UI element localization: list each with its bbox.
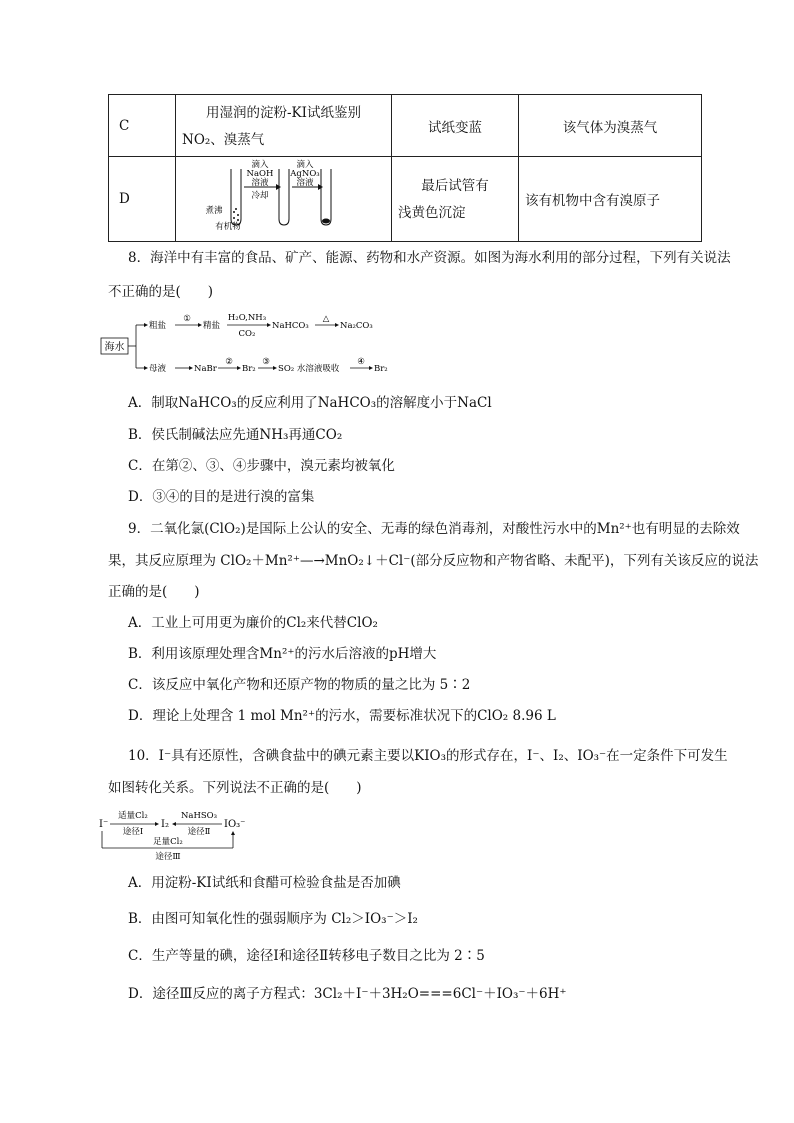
- step1-mark: ①: [183, 314, 191, 324]
- options-table: [108, 94, 702, 242]
- operation-cell: [176, 95, 392, 157]
- q8-stem-line2: 不正确的是( ): [108, 284, 214, 300]
- experiment-diagram-cell: [176, 157, 392, 242]
- phenomenon-cell: 试纸变蓝: [392, 95, 519, 157]
- q10-option-d: D．途径Ⅲ反应的离子方程式：3Cl₂＋I⁻＋3H₂O===6Cl⁻＋IO₃⁻＋6H⁺: [128, 986, 567, 1002]
- conclusion-cell: 该气体为溴蒸气: [519, 95, 702, 157]
- q9-stem-line3: 正确的是( ): [108, 584, 200, 600]
- step2-label-3: 溶液: [296, 178, 314, 188]
- row-label: D: [109, 157, 176, 242]
- q10-option-b: B．由图可知氧化性的强弱顺序为 Cl₂＞IO₃⁻＞I₂: [128, 911, 418, 927]
- q8-option-c: C．在第②、③、④步骤中，溴元素均被氧化: [128, 458, 395, 474]
- iodine-label: I₂: [161, 819, 169, 830]
- q9-stem-line1: 9．二氧化氯(ClO₂)是国际上公认的安全、无毒的绿色消毒剂，对酸性污水中的Mn²⁺也有明显的去除效: [128, 521, 740, 537]
- q8-option-d: D．③④的目的是进行溴的富集: [128, 489, 315, 505]
- table-row: [109, 95, 702, 157]
- reagent-top-mark: H₂O,NH₃: [227, 313, 267, 323]
- crude-salt-label: 粗盐: [149, 321, 167, 331]
- iodate-label: IO₃⁻: [224, 819, 246, 830]
- route3-name: 途径Ⅲ: [155, 852, 181, 862]
- heat-mark: △: [322, 314, 330, 324]
- seawater-label: 海水: [104, 342, 125, 353]
- phenomenon-line1: 最后试管有: [421, 178, 489, 194]
- q10-stem-line1: 10．I⁻具有还原性，含碘食盐中的碘元素主要以KIO₃的形式存在，I⁻、I₂、IO₃⁻在一定条件下可发生: [128, 748, 728, 764]
- reagent-bottom-mark: CO₂: [238, 329, 256, 339]
- step3-mark: ③: [262, 357, 270, 367]
- step1-label-2: NaOH: [246, 169, 274, 179]
- mother-liquor-label: 母液: [149, 364, 167, 374]
- br2-label-1: Br₂: [242, 364, 256, 374]
- q10-option-a: A．用淀粉-KI试纸和食醋可检验食盐是否加碘: [128, 875, 401, 891]
- step1-label-1: 滴入: [251, 160, 269, 170]
- na2co3-label: Na₂CO₃: [340, 321, 373, 331]
- so2-absorb-label: SO₂ 水溶液吸收: [278, 364, 340, 374]
- q10-stem-line2: 如图转化关系。下列说法不正确的是( ): [108, 780, 362, 796]
- step2-label-1: 滴入: [296, 160, 314, 170]
- q9-option-a: A．工业上可用更为廉价的Cl₂来代替ClO₂: [128, 615, 378, 631]
- q9-option-b: B．利用该原理处理含Mn²⁺的污水后溶液的pH增大: [128, 646, 437, 662]
- step2-label-2: AgNO₃: [290, 169, 320, 179]
- test-tube-diagram: [176, 157, 391, 237]
- left-label-2: 有机物: [215, 222, 241, 232]
- left-label-1: 煮沸: [205, 206, 223, 216]
- seawater-process-diagram: [100, 310, 400, 382]
- step1-below-label: 冷却: [251, 191, 269, 201]
- operation-line2: NO₂、溴蒸气: [182, 131, 265, 148]
- conclusion-cell: 该有机物中含有溴原子: [519, 157, 702, 242]
- refined-salt-label: 精盐: [203, 321, 221, 331]
- br2-label-2: Br₂: [374, 364, 388, 374]
- route1-reagent: 适量Cl₂: [118, 811, 148, 821]
- iodine-conversion-diagram: [96, 806, 256, 864]
- test-tube-3: [321, 169, 331, 225]
- step2-mark: ②: [225, 357, 233, 367]
- phenomenon-cell: [392, 157, 519, 242]
- q9-option-d: D．理论上处理含 1 mol Mn²⁺的污水，需要标准状况下的ClO₂ 8.96 L: [128, 708, 556, 724]
- phenomenon-line2: 浅黄色沉淀: [398, 205, 466, 221]
- route1-name: 途径Ⅰ: [122, 827, 144, 837]
- nabr-label: NaBr: [194, 364, 217, 374]
- table-row: [109, 157, 702, 242]
- route2-name: 途径Ⅱ: [187, 827, 211, 837]
- test-tube-2: [279, 169, 289, 225]
- q8-option-a: A．制取NaHCO₃的反应利用了NaHCO₃的溶解度小于NaCl: [128, 395, 492, 411]
- route2-reagent: NaHSO₃: [180, 811, 218, 821]
- q10-option-c: C．生产等量的碘，途径Ⅰ和途径Ⅱ转移电子数目之比为 2∶5: [128, 948, 485, 964]
- q9-option-c: C．该反应中氧化产物和还原产物的物质的量之比为 5∶2: [128, 677, 471, 693]
- q9-stem-line2: 果，其反应原理为 ClO₂＋Mn²⁺—→MnO₂↓＋Cl⁻(部分反应物和产物省略、未配平)，下列有关该反应的说法: [108, 553, 759, 569]
- q8-option-b: B．侯氏制碱法应先通NH₃再通CO₂: [128, 427, 343, 443]
- test-tube-1: [231, 169, 241, 225]
- q8-stem-line1: 8．海洋中有丰富的食品、矿产、能源、药物和水产资源。如图为海水利用的部分过程，下列有关说法: [128, 250, 731, 266]
- step4-mark: ④: [357, 357, 365, 367]
- step1-label-3: 溶液: [251, 178, 269, 188]
- nahco3-label: NaHCO₃: [272, 321, 309, 331]
- route3-reagent: 足量Cl₂: [153, 837, 183, 847]
- operation-line1: 用湿润的淀粉-KI试纸鉴别: [206, 104, 361, 121]
- row-label: C: [109, 95, 176, 157]
- iodide-label: I⁻: [99, 819, 109, 830]
